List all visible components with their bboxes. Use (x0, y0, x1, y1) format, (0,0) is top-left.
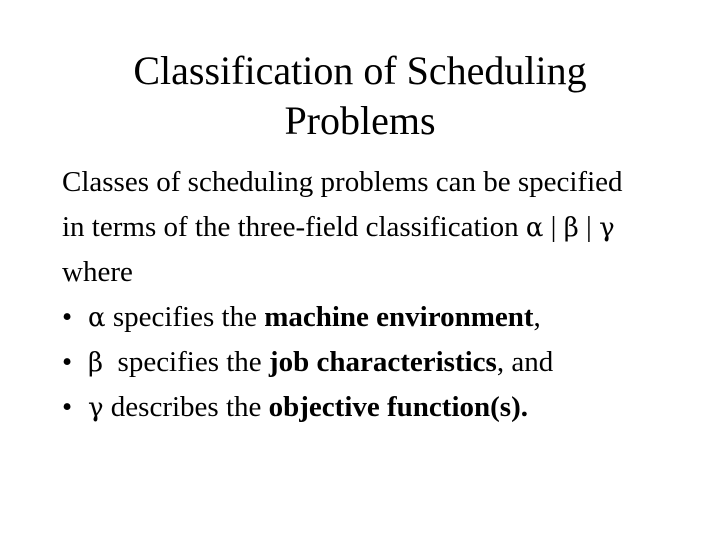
bullet-icon: • (62, 391, 73, 423)
bullet-text-end: , (533, 301, 541, 333)
slide-body (62, 160, 702, 430)
bullet-bold-term: machine environment (264, 301, 534, 333)
bullet-text: specifies the (103, 346, 269, 378)
bullet-text-end: , and (496, 346, 554, 378)
intro-line-1 (62, 160, 702, 205)
bullet-icon: • (62, 301, 73, 333)
intro-text-1: Classes of scheduling problems can be specified (62, 166, 623, 198)
gamma-symbol: γ (599, 213, 615, 243)
bullet-bold-term: objective function(s). (268, 391, 528, 423)
title-line-2: Problems (284, 98, 436, 143)
intro-line-2 (62, 205, 702, 250)
bullet-bold-term: job characteristics (268, 346, 497, 378)
alpha-symbol: α (88, 303, 106, 333)
alpha-symbol: α (525, 213, 544, 243)
bullet-item-gamma (62, 385, 702, 430)
beta-symbol: β (88, 348, 104, 378)
separator: | (543, 211, 564, 243)
beta-symbol: β (563, 213, 579, 243)
gamma-symbol: γ (88, 393, 104, 423)
intro-text-3: where (62, 256, 133, 288)
title-line-1: Classification of Scheduling (133, 48, 587, 93)
bullet-item-beta (62, 340, 702, 385)
slide-title (0, 46, 720, 146)
bullet-icon: • (62, 346, 73, 378)
bullet-text: describes the (103, 391, 269, 423)
intro-text-2: in terms of the three-field classification (62, 211, 526, 243)
bullet-item-alpha (62, 295, 702, 340)
bullet-text: specifies the (105, 301, 265, 333)
separator: | (578, 211, 600, 243)
intro-line-3 (62, 250, 702, 295)
